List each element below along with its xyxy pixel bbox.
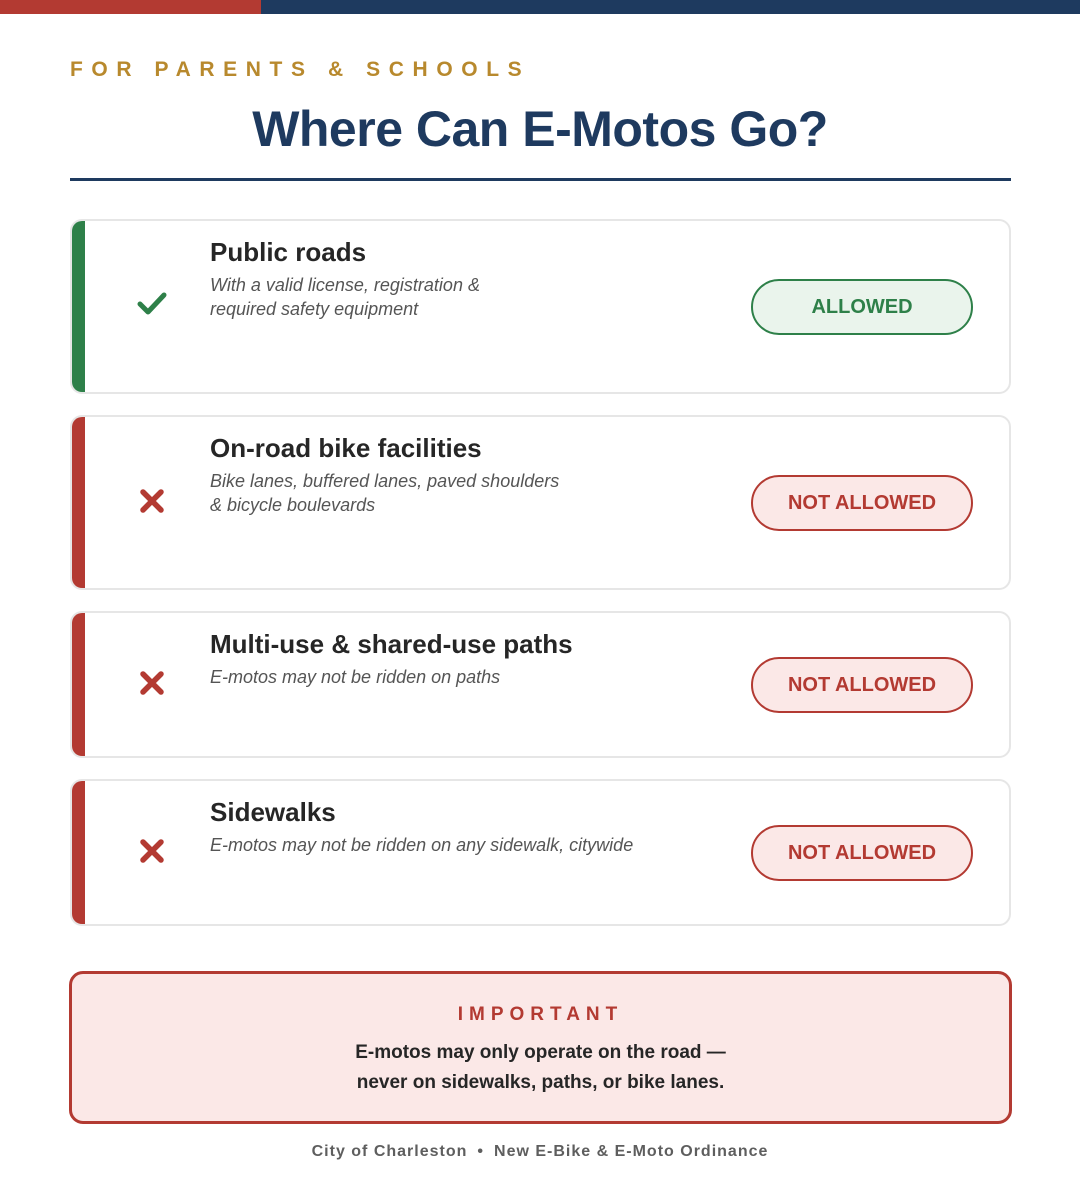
top-bar-navy-segment xyxy=(261,0,1080,14)
rule-description-line: required safety equipment xyxy=(210,299,419,319)
important-label: IMPORTANT xyxy=(457,1004,624,1025)
rule-name: On-road bike facilities xyxy=(210,433,482,463)
status-badge-not-allowed: NOT ALLOWED xyxy=(751,657,973,713)
card-accent-bar xyxy=(72,613,85,756)
rule-name: Sidewalks xyxy=(210,797,336,827)
rule-card-sidewalks xyxy=(70,779,1011,926)
rule-card-public-roads xyxy=(70,219,1011,394)
card-accent-bar xyxy=(72,781,85,924)
footer-separator: • xyxy=(477,1143,485,1160)
rule-description xyxy=(210,469,730,517)
x-icon xyxy=(134,483,170,519)
status-badge-not-allowed: NOT ALLOWED xyxy=(751,825,973,881)
rule-description xyxy=(210,833,730,857)
status-badge-not-allowed: NOT ALLOWED xyxy=(751,475,973,531)
page-title: Where Can E-Motos Go? xyxy=(252,101,828,157)
rule-name: Multi-use & shared-use paths xyxy=(210,629,573,659)
card-accent-bar xyxy=(72,221,85,392)
rule-description xyxy=(210,665,730,689)
rule-card-shared-use-paths xyxy=(70,611,1011,758)
top-bar-red-segment xyxy=(0,0,261,14)
eyebrow-label: FOR PARENTS & SCHOOLS xyxy=(70,58,531,81)
rule-description-line: & bicycle boulevards xyxy=(210,495,376,515)
footer-ordinance: New E-Bike & E-Moto Ordinance xyxy=(494,1143,769,1160)
important-message-line: never on sidewalks, paths, or bike lanes. xyxy=(356,1072,725,1093)
important-message xyxy=(72,1038,1009,1098)
footer xyxy=(0,1143,1080,1161)
important-message-line: E-motos may only operate on the road — xyxy=(355,1042,726,1063)
rule-description-line: With a valid license, registration & xyxy=(210,275,480,295)
status-badge-allowed: ALLOWED xyxy=(751,279,973,335)
rule-description xyxy=(210,273,630,321)
rule-name: Public roads xyxy=(210,237,367,267)
x-icon xyxy=(134,833,170,869)
x-icon xyxy=(134,665,170,701)
title-divider xyxy=(70,178,1011,181)
footer-city: City of Charleston xyxy=(311,1143,468,1160)
rule-description-line: E-motos may not be ridden on paths xyxy=(210,667,501,687)
important-notice xyxy=(69,971,1012,1124)
card-accent-bar xyxy=(72,417,85,588)
check-icon xyxy=(134,285,170,321)
top-color-bar xyxy=(0,0,1080,14)
rule-description-line: E-motos may not be ridden on any sidewalk, citywide xyxy=(210,835,634,855)
rule-card-bike-facilities xyxy=(70,415,1011,590)
rule-description-line: Bike lanes, buffered lanes, paved shoulders xyxy=(210,471,560,491)
